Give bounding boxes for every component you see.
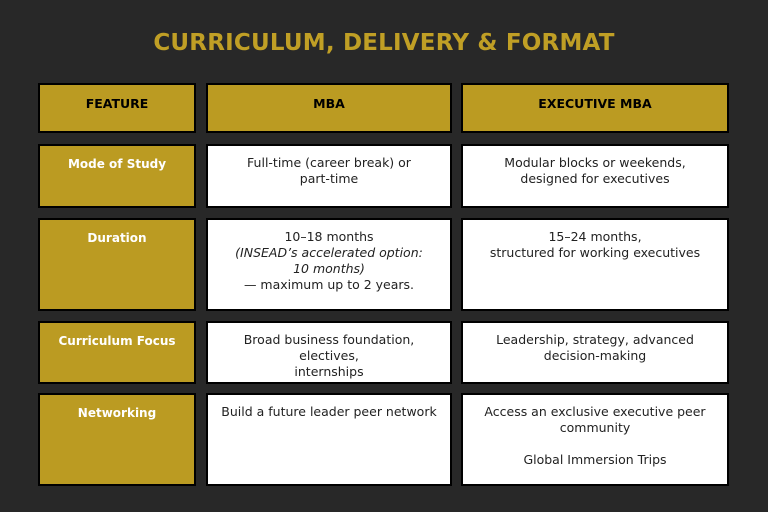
emba-duration [461,218,729,311]
header-mba: MBA [206,83,452,133]
cell-text: Build a future leader peer network [221,404,437,419]
emba-networking [461,393,729,486]
cell-text: — maximum up to 2 years. [243,277,415,292]
mba-mode-of-study [206,144,452,208]
emba-curriculum-focus [461,321,729,384]
cell-text: 15–24 months, [548,229,642,244]
cell-text: Access an exclusive executive peer [484,404,706,419]
cell-text: Broad business foundation, electives, [243,332,415,363]
page-title: CURRICULUM, DELIVERY & FORMAT [153,30,615,56]
cell-text: designed for executives [520,171,670,186]
mba-duration [206,218,452,311]
cell-text: Full-time (career break) or [247,155,411,170]
cell-text: Modular blocks or weekends, [504,155,686,170]
cell-text: internships [294,364,364,379]
spacer [469,436,721,452]
feature-mode-of-study: Mode of Study [38,144,196,208]
cell-text: 10–18 months [284,229,374,244]
cell-text: (INSEAD’s accelerated option: [235,245,423,260]
mba-networking [206,393,452,486]
cell-text: part-time [299,171,359,186]
mba-curriculum-focus [206,321,452,384]
cell-text: structured for working executives [489,245,701,260]
feature-duration: Duration [38,218,196,311]
cell-text: community [559,420,631,435]
cell-text: Global Immersion Trips [523,452,667,467]
cell-text: Leadership, strategy, advanced [496,332,694,347]
header-executive-mba: EXECUTIVE MBA [461,83,729,133]
emba-mode-of-study [461,144,729,208]
cell-text: 10 months) [293,261,365,276]
cell-text: decision-making [543,348,647,363]
feature-curriculum-focus: Curriculum Focus [38,321,196,384]
header-feature: FEATURE [38,83,196,133]
feature-networking: Networking [38,393,196,486]
